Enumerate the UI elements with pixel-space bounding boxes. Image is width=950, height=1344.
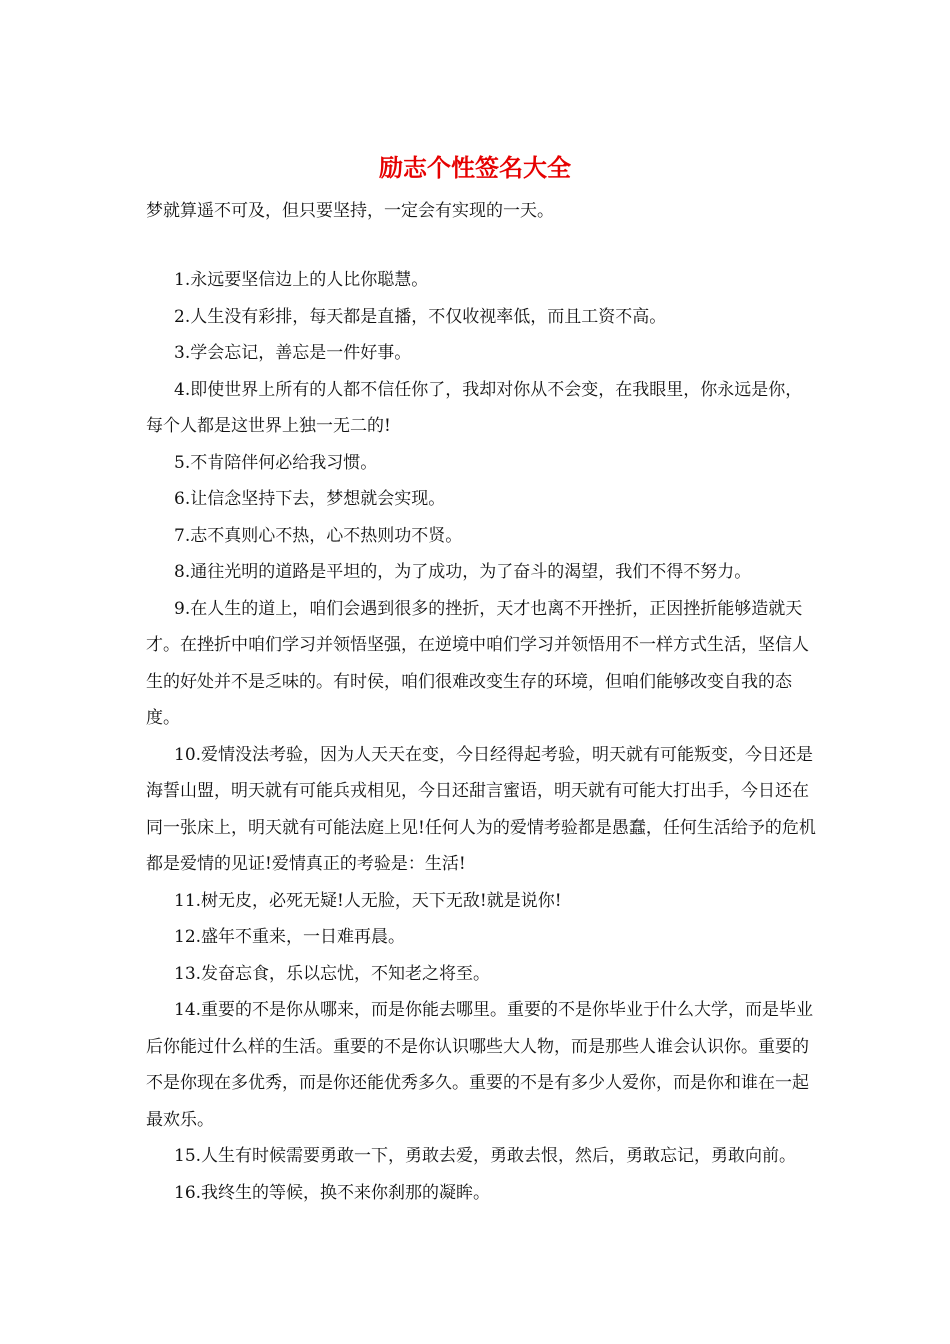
list-item: 12.盛年不重来，一日难再晨。 — [174, 927, 406, 947]
signature-list — [146, 262, 816, 1211]
list-item: 10.爱情没法考验，因为人天天在变，今日经得起考验，明天就有可能叛变，今日还是海誓山盟，明天就有可能兵戎相见，今日还甜言蜜语，明天就有可能大打出手，今日还在同一张床上，明天就有可能法庭上见!任何人为的爱情考验都是愚蠢，任何生活给予的危机都是爱情的见证!爱情真正的考验是：生活! — [146, 744, 816, 874]
list-item: 14.重要的不是你从哪来，而是你能去哪里。重要的不是你毕业于什么大学，而是毕业后你能过什么样的生活。重要的不是你认识哪些大人物，而是那些人谁会认识你。重要的不是你现在多优秀，而是你还能优秀多久。重要的不是有多少人爱你，而是你和谁在一起最欢乐。 — [146, 1000, 814, 1130]
list-item: 6.让信念坚持下去，梦想就会实现。 — [174, 489, 446, 509]
list-item: 15.人生有时候需要勇敢一下，勇敢去爱，勇敢去恨，然后，勇敢忘记，勇敢向前。 — [174, 1146, 797, 1166]
list-item: 3.学会忘记，善忘是一件好事。 — [174, 343, 412, 363]
list-item: 2.人生没有彩排，每天都是直播，不仅收视率低，而且工资不高。 — [174, 306, 667, 327]
document-title: 励志个性签名大全 — [379, 153, 571, 182]
intro-paragraph: 梦就算遥不可及，但只要坚持，一定会有实现的一天。 — [146, 201, 554, 221]
list-item: 11.树无皮，必死无疑!人无脸，天下无敌!就是说你! — [174, 890, 562, 911]
list-item: 5.不肯陪伴何必给我习惯。 — [174, 452, 378, 473]
list-item: 16.我终生的等候，换不来你刹那的凝眸。 — [174, 1182, 491, 1203]
list-item: 4.即使世界上所有的人都不信任你了，我却对你从不会变，在我眼里，你永远是你，每个人都是这世界上独一无二的! — [146, 379, 803, 436]
list-item: 13.发奋忘食，乐以忘忧，不知老之将至。 — [174, 963, 491, 984]
list-item: 8.通往光明的道路是平坦的，为了成功，为了奋斗的渴望，我们不得不努力。 — [174, 562, 752, 582]
list-item: 7.志不真则心不热，心不热则功不贤。 — [174, 525, 463, 546]
list-item: 9.在人生的道上，咱们会遇到很多的挫折，天才也离不开挫折，正因挫折能够造就天才。在挫折中咱们学习并领悟坚强，在逆境中咱们学习并领悟用不一样方式生活，坚信人生的好处并不是乏味的。有时侯，咱们很难改变生存的环境，但咱们能够改变自我的态度。 — [146, 598, 809, 728]
list-item: 1.永远要坚信边上的人比你聪慧。 — [174, 270, 429, 290]
